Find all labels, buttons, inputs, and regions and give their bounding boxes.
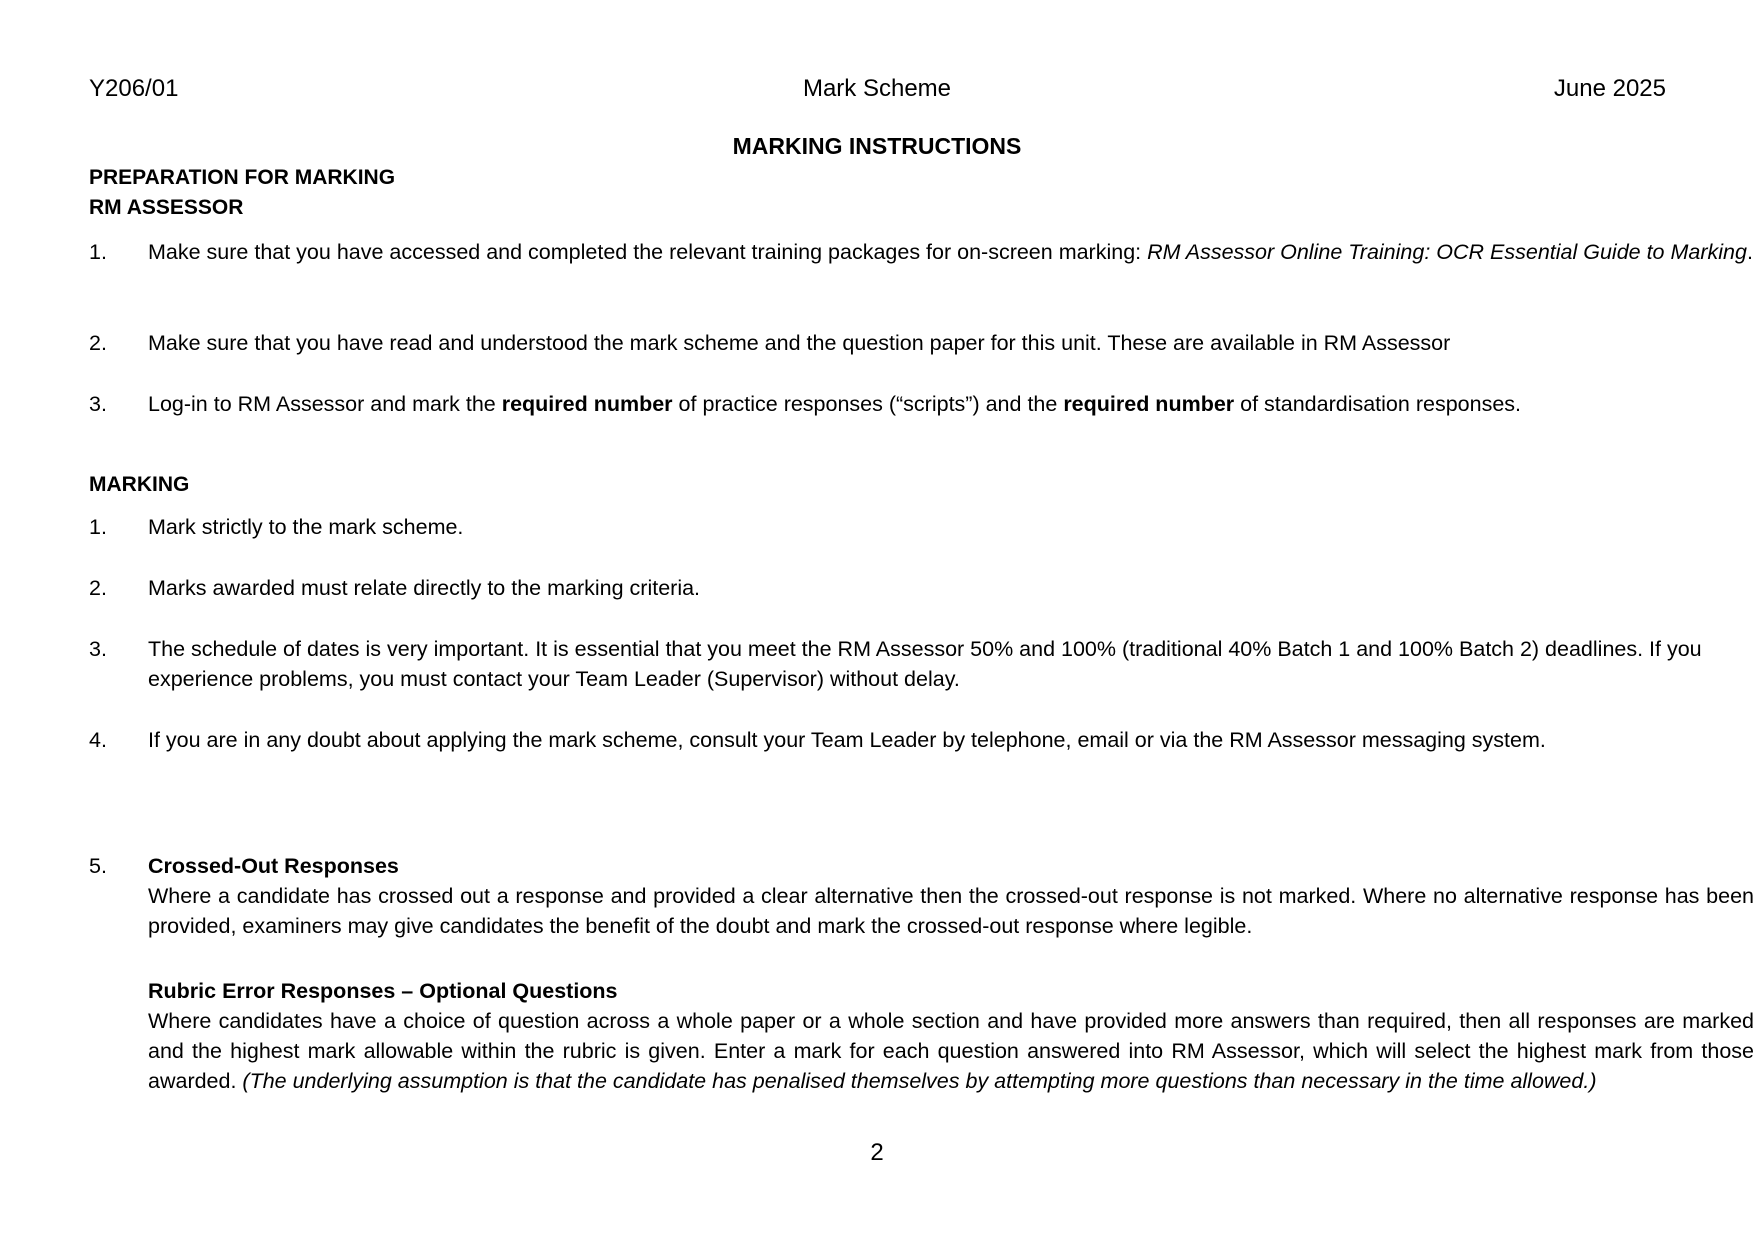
list-number: 3.	[89, 392, 107, 416]
header-title: Mark Scheme	[802, 75, 952, 102]
header-code: Y206/01	[89, 75, 179, 102]
list-number: 1.	[89, 515, 107, 539]
page-number: 2	[870, 1139, 884, 1166]
list-text: If you are in any doubt about applying the mark scheme, consult your Team Leader by telephone, email or via the RM Assessor messaging system.	[148, 728, 1546, 752]
subheading-crossed-out: Crossed-Out Responses	[148, 854, 399, 878]
list-number: 3.	[89, 637, 107, 661]
paragraph-text: Where candidates have a choice of question across a whole paper or a whole section and have provided more answers than required, then all responses are marked and the highest mark allowable within the rubric is given. Enter a mark for each question answered into RM Assessor, which will select the highest mark from those awarded. (The underlying assumption is that the candidate has penalised themselves by attempting more questions than necessary in the time allowed.)	[148, 1009, 1754, 1093]
list-number: 5.	[89, 854, 107, 878]
paragraph-text: Where a candidate has crossed out a response and provided a clear alternative then the crossed-out response is not marked. Where no alternative response has been provided, examiners may give candidates the benefit of the doubt and mark the crossed-out response where legible.	[148, 884, 1754, 938]
page-title: MARKING INSTRUCTIONS	[732, 133, 1022, 159]
list-number: 4.	[89, 728, 107, 752]
list-number: 1.	[89, 240, 107, 264]
list-text: The schedule of dates is very important. It is essential that you meet the RM Assessor 50% and 100% (traditional 40% Batch 1 and 100% Batch 2) deadlines. If you experience problems, you must contact your Team Leader (Supervisor) without delay.	[148, 637, 1702, 691]
list-text: Log-in to RM Assessor and mark the required number of practice responses (“scripts”) and the required number of standardisation responses.	[148, 392, 1521, 416]
list-text: Marks awarded must relate directly to the marking criteria.	[148, 576, 701, 600]
list-text: Make sure that you have read and understood the mark scheme and the question paper for this unit. These are available in RM Assessor	[148, 331, 1451, 355]
section-heading-rm-assessor: RM ASSESSOR	[89, 196, 244, 219]
subheading-text: Rubric Error Responses – Optional Questions	[148, 979, 618, 1003]
section-heading-marking: MARKING	[89, 473, 190, 496]
list-text: Mark strictly to the mark scheme.	[148, 515, 464, 539]
list-number: 2.	[89, 331, 107, 355]
section-heading-preparation: PREPARATION FOR MARKING	[89, 166, 396, 189]
list-number: 2.	[89, 576, 107, 600]
list-text: Make sure that you have accessed and completed the relevant training packages for on-screen marking: RM Assessor Online Training: OCR Essential Guide to Marking.	[148, 240, 1753, 264]
header-date: June 2025	[1553, 75, 1666, 102]
